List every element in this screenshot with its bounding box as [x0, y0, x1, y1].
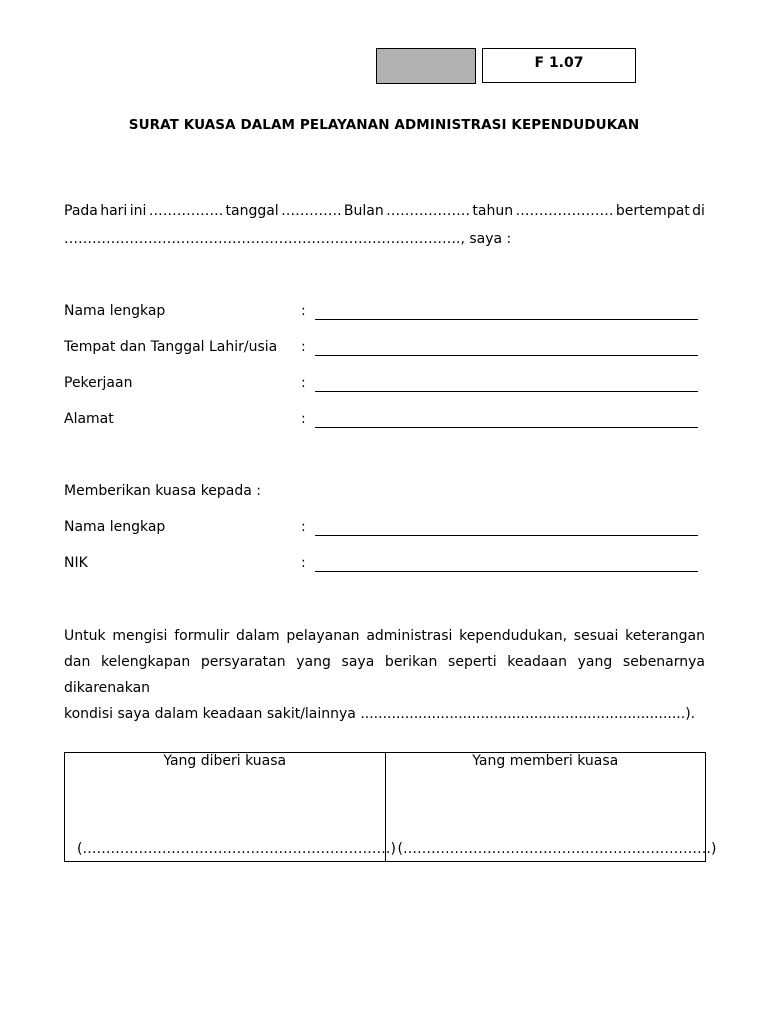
- intro-word: ini: [129, 203, 147, 219]
- intro-blank: …………….: [148, 203, 224, 219]
- intro-word: tanggal: [225, 203, 279, 219]
- field-colon: :: [301, 519, 306, 535]
- form-code-box: [482, 48, 636, 83]
- signature-line: (…………………………………………………………): [397, 841, 717, 857]
- signature-heading: Yang diberi kuasa: [163, 753, 287, 769]
- signature-cell-grantor[interactable]: [385, 753, 717, 861]
- field-colon: :: [301, 375, 306, 391]
- fill-line[interactable]: [315, 427, 698, 428]
- paragraph-last-line: kondisi saya dalam keadaan sakit/lainnya .........................................................................).: [64, 706, 696, 722]
- fill-line[interactable]: [315, 571, 698, 572]
- field-colon: :: [301, 555, 306, 571]
- intro-word: hari: [100, 203, 128, 219]
- field-label: Nama lengkap: [64, 303, 166, 319]
- field-tempat-tanggal-lahir: [64, 339, 704, 361]
- signature-table: [64, 752, 717, 862]
- field-alamat: [64, 411, 704, 433]
- field-pekerjaan: [64, 375, 704, 397]
- signature-line: (…………………………………………………………): [77, 841, 396, 857]
- signature-heading: Yang memberi kuasa: [472, 753, 619, 769]
- intro-line-2: …………………………………………………………………………., saya :: [64, 231, 512, 247]
- field-colon: :: [301, 339, 306, 355]
- intro-blank: ………….: [281, 203, 342, 219]
- intro-word: di: [692, 203, 705, 219]
- document-title: SURAT KUASA DALAM PELAYANAN ADMINISTRASI KEPENDUDUKAN: [128, 117, 640, 133]
- field-label: Nama lengkap: [64, 519, 166, 535]
- paragraph-text: Untuk mengisi formulir dalam pelayanan administrasi kependudukan, sesuai keterangan dan kelengkapan persyaratan yang saya berikan seperti keadaan yang sebenarnya dikarenakan: [64, 628, 705, 696]
- purpose-paragraph: [64, 623, 705, 727]
- intro-word: tahun: [472, 203, 514, 219]
- intro-blank: …………………: [515, 203, 614, 219]
- intro-word: Pada: [64, 203, 98, 219]
- field-colon: :: [301, 411, 306, 427]
- intro-blank: ………………: [386, 203, 471, 219]
- field-colon: :: [301, 303, 306, 319]
- field-nama-lengkap: [64, 303, 704, 325]
- gray-header-box: [376, 48, 476, 84]
- fill-line[interactable]: [315, 319, 698, 320]
- field-label: Alamat: [64, 411, 114, 427]
- intro-line-1: [64, 203, 705, 219]
- signature-cell-grantee[interactable]: [65, 753, 396, 861]
- field-label: Pekerjaan: [64, 375, 133, 391]
- field-label: NIK: [64, 555, 88, 571]
- fill-line[interactable]: [315, 355, 698, 356]
- fill-line[interactable]: [315, 535, 698, 536]
- field-grantee-nama-lengkap: [64, 519, 704, 541]
- intro-word: Bulan: [343, 203, 384, 219]
- field-label: Tempat dan Tanggal Lahir/usia: [64, 339, 278, 355]
- intro-word: bertempat: [615, 203, 690, 219]
- grantee-heading: Memberikan kuasa kepada :: [64, 483, 262, 499]
- field-grantee-nik: [64, 555, 704, 577]
- fill-line[interactable]: [315, 391, 698, 392]
- form-code: F 1.07: [534, 55, 584, 71]
